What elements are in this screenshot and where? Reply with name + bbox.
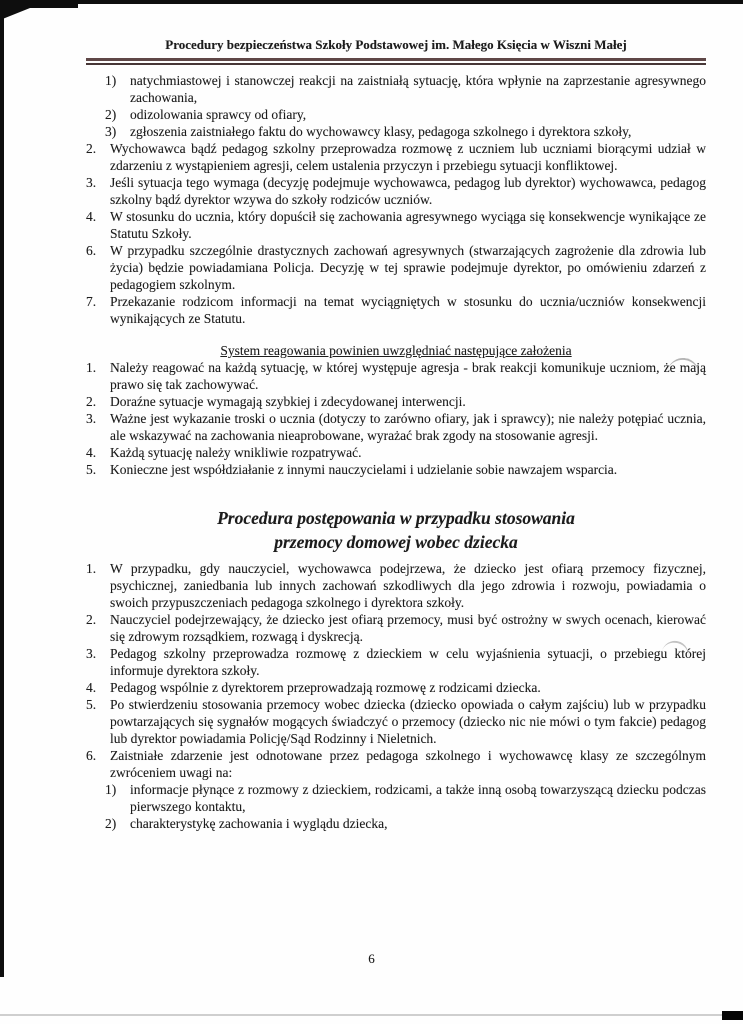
heading-line: Procedura postępowania w przypadku stosowania: [217, 508, 575, 528]
domestic-violence-list: [86, 560, 706, 832]
list-item-number: 1.: [86, 360, 97, 375]
list-item: [103, 106, 706, 123]
list-item-text: zgłoszenia zaistniałego faktu do wychowawcy klasy, pedagoga szkolnego i dyrektora szkoły,: [130, 124, 632, 139]
list-item-text: Nauczyciel podejrzewający, że dziecko jest ofiarą przemocy, musi być ostrożny w swych ocenach, kierować się zdrowym rozsądkiem, rozwagą i dyskrecją.: [110, 612, 706, 644]
list-item-number: 1): [105, 73, 117, 88]
section-heading-reaction-system: System reagowania powinien uwzględniać następujące założenia: [220, 343, 572, 358]
list-item-number: 6.: [86, 748, 97, 763]
list-item: [86, 140, 706, 174]
list-item: [86, 444, 706, 461]
list-item: [86, 645, 706, 679]
list-item-number: 6.: [86, 243, 97, 258]
list-item: [86, 410, 706, 444]
list-item-number: 4.: [86, 680, 97, 695]
list-item-number: 3.: [86, 175, 97, 190]
list-item: [86, 611, 706, 645]
list-item-text: Wychowawca bądź pedagog szkolny przeprowadza rozmowę z uczniem lub uczniami biorącymi udział w zdarzeniu z wystąpieniem agresji, celem ustalenia przyczyn i przebiegu sytuacji konfliktowej.: [110, 141, 706, 173]
list-item: [86, 293, 706, 327]
list-item-number: 3.: [86, 646, 97, 661]
list-item-number: 5.: [86, 462, 97, 477]
list-item-number: 5.: [86, 697, 97, 712]
document-header-title: Procedury bezpieczeństwa Szkoły Podstawowej im. Małego Księcia w Wiszni Małej: [165, 37, 627, 52]
list-item-number: 3.: [86, 411, 97, 426]
list-item-text: natychmiastowej i stanowczej reakcji na zaistniałą sytuację, która wpłynie na zaprzestanie agresywnego zachowania,: [130, 73, 706, 105]
scan-bottom-line: [0, 1014, 743, 1016]
list-item: [86, 242, 706, 293]
list-item-text: Jeśli sytuacja tego wymaga (decyzję podejmuje wychowawca, pedagog lub dyrektor) wychowawca, pedagog szkolny bądź dyrektor wzywa do szkoły rodziców uczniów.: [110, 175, 706, 207]
list-item: [86, 174, 706, 208]
list-item: [86, 393, 706, 410]
section-heading-domestic-violence: [86, 506, 706, 554]
list-item-text: Konieczne jest współdziałanie z innymi nauczycielami i udzielanie sobie nawzajem wsparcia.: [110, 462, 618, 477]
list-item-text: Ważne jest wykazanie troski o ucznia (dotyczy to zarówno ofiary, jak i sprawcy); nie należy potępiać ucznia, ale wskazywać na zachowania nieaprobowane, wyrażać brak zgody na stosowanie agresji.: [110, 411, 706, 443]
list-item-text: informacje płynące z rozmowy z dzieckiem, rodzicami, a także inną osobą towarzyszącą dziecku podczas pierwszego kontaktu,: [130, 782, 706, 814]
list-item-text: W przypadku szczególnie drastycznych zachowań agresywnych (stwarzających zagrożenie dla zdrowia lub życia) będzie powiadamiana Policja. Decyzję w tej sprawie podejmuje dyrektor, po omówieniu zdarzeń z pedagogiem szkolnym.: [110, 243, 706, 292]
list-item: [103, 815, 706, 832]
list-item-number: 2): [105, 107, 117, 122]
list-item: [103, 123, 706, 140]
list-item: [103, 72, 706, 106]
list-item-text: Pedagog szkolny przeprowadza rozmowę z dzieckiem w celu wyjaśnienia sytuacji, o przebiegu której informuje dyrektora szkoły.: [110, 646, 706, 678]
list-item-text: Należy reagować na każdą sytuację, w której występuje agresja - brak reakcji komunikuje uczniom, że mają prawo się tak zachowywać.: [110, 360, 706, 392]
list-item-text: W stosunku do ucznia, który dopuścił się zachowania agresywnego wyciąga się konsekwencje wynikające ze Statutu Szkoły.: [110, 209, 706, 241]
list-item: [103, 781, 706, 815]
list-item-number: 4.: [86, 209, 97, 224]
page-number: 6: [368, 951, 375, 966]
aggression-followup-list: [86, 72, 706, 327]
scan-corner-wedge: [0, 8, 30, 20]
list-item-text: W przypadku, gdy nauczyciel, wychowawca podejrzewa, że dziecko jest ofiarą przemocy fizycznej, psychicznej, zaniedbania lub innych zachowań szkodliwych dla jego zdrowia i rozwoju, powiadamia o swoich przypuszczeniach pedagoga szkolnego i dyrektora szkoły.: [110, 561, 706, 610]
scan-edge-top-left: [0, 0, 78, 8]
list-item-text: Zaistniałe zdarzenie jest odnotowane przez pedagoga szkolnego i wychowawcę klasy ze szczególnym zwróceniem uwagi na:: [110, 748, 706, 780]
scan-edge-left: [0, 0, 4, 977]
list-item-text: Przekazanie rodzicom informacji na temat wyciągniętych w stosunku do ucznia/uczniów konsekwencji wynikających ze Statutu.: [110, 294, 706, 326]
list-item: [86, 208, 706, 242]
list-item-number: 2): [105, 816, 117, 831]
list-item-number: 7.: [86, 294, 97, 309]
list-item-number: 2.: [86, 394, 97, 409]
list-item-text: Każdą sytuację należy wnikliwie rozpatrywać.: [110, 445, 362, 460]
list-item: [86, 679, 706, 696]
list-item: [86, 359, 706, 393]
reaction-system-list: [86, 359, 706, 478]
document-content: [86, 36, 706, 832]
list-item: [86, 560, 706, 611]
list-item-text: Pedagog wspólnie z dyrektorem przeprowadzają rozmowę z rodzicami dziecka.: [110, 680, 541, 695]
scan-edge-top: [0, 0, 743, 4]
list-item-text: odizolowania sprawcy od ofiary,: [130, 107, 307, 122]
list-item-text: Doraźne sytuacje wymagają szybkiej i zdecydowanej interwencji.: [110, 394, 466, 409]
header-double-rule: [86, 58, 706, 65]
list-item-number: 2.: [86, 612, 97, 627]
list-item: [86, 696, 706, 747]
list-item-text: Po stwierdzeniu stosowania przemocy wobec dziecka (dziecko opowiada o całym zajściu) lub w przypadku powtarzających się sygnałów mogących świadczyć o przemocy (dziecko nic nie mówi o tym fakcie) pedagog lub dyrektor powiadamia Policję/Sąd Rodzinny i Nieletnich.: [110, 697, 706, 746]
list-item-number: 3): [105, 124, 117, 139]
list-item-text: charakterystykę zachowania i wyglądu dziecka,: [130, 816, 388, 831]
list-item: [86, 747, 706, 781]
scan-bottom-blob: [722, 1011, 743, 1020]
list-item-number: 4.: [86, 445, 97, 460]
list-item: [86, 461, 706, 478]
list-item-number: 1): [105, 782, 117, 797]
list-item-number: 1.: [86, 561, 97, 576]
heading-line: przemocy domowej wobec dziecka: [274, 532, 518, 552]
list-item-number: 2.: [86, 141, 97, 156]
